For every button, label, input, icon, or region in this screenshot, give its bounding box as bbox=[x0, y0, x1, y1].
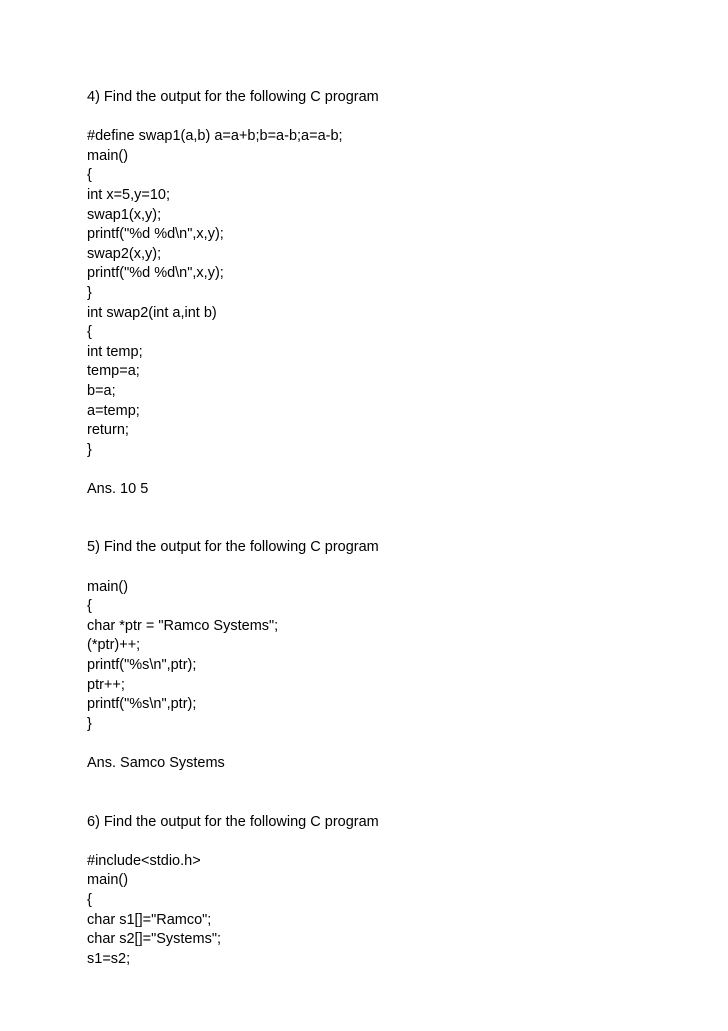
question-heading: 4) Find the output for the following C program bbox=[87, 89, 379, 105]
code-line: printf("%d %d\n",x,y); bbox=[87, 265, 224, 282]
code-line: int temp; bbox=[87, 343, 143, 360]
code-line: ptr++; bbox=[87, 676, 125, 693]
code-line: main() bbox=[87, 872, 129, 889]
code-line: swap1(x,y); bbox=[87, 206, 162, 223]
code-line: char s2[]="Systems"; bbox=[87, 931, 221, 948]
code-line: printf("%s\n",ptr); bbox=[87, 657, 197, 674]
code-line: int swap2(int a,int b) bbox=[87, 304, 217, 321]
code-line: #include<stdio.h> bbox=[87, 852, 201, 869]
code-line: swap2(x,y); bbox=[87, 245, 162, 262]
code-line: #define swap1(a,b) a=a+b;b=a-b;a=a-b; bbox=[87, 128, 343, 145]
code-line: { bbox=[87, 167, 92, 184]
code-line: temp=a; bbox=[87, 363, 140, 380]
code-line: { bbox=[87, 598, 92, 615]
code-line: b=a; bbox=[87, 382, 116, 399]
code-line: } bbox=[87, 441, 92, 458]
code-line: main() bbox=[87, 147, 129, 164]
code-line: printf("%d %d\n",x,y); bbox=[87, 226, 224, 243]
code-line: a=temp; bbox=[87, 402, 140, 419]
code-line: } bbox=[87, 715, 92, 732]
code-line: { bbox=[87, 324, 92, 341]
code-line: } bbox=[87, 284, 92, 301]
document-page bbox=[87, 88, 687, 969]
code-line: s1=s2; bbox=[87, 950, 131, 967]
answer-text: Ans. 10 5 bbox=[87, 480, 149, 497]
code-line: printf("%s\n",ptr); bbox=[87, 696, 197, 713]
code-line: int x=5,y=10; bbox=[87, 186, 171, 203]
question-heading: 5) Find the output for the following C program bbox=[87, 539, 379, 556]
code-line: return; bbox=[87, 422, 129, 439]
code-line: main() bbox=[87, 578, 129, 595]
code-line: (*ptr)++; bbox=[87, 637, 141, 654]
code-line: char *ptr = "Ramco Systems"; bbox=[87, 617, 279, 634]
code-line: char s1[]="Ramco"; bbox=[87, 911, 212, 928]
code-line: { bbox=[87, 891, 92, 908]
question-heading: 6) Find the output for the following C program bbox=[87, 813, 379, 830]
answer-text: Ans. Samco Systems bbox=[87, 755, 225, 771]
